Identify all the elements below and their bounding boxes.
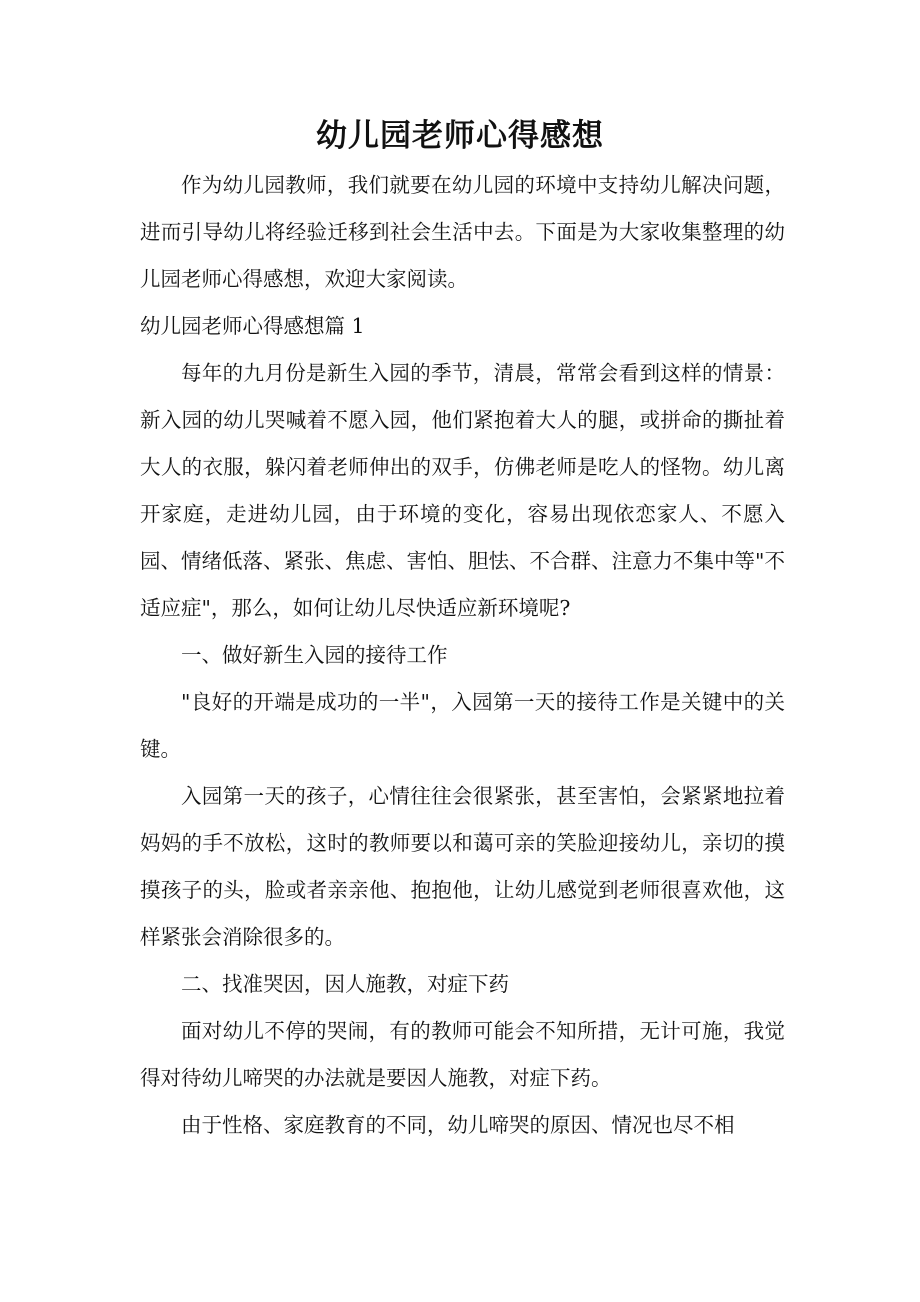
intro-paragraph: 作为幼儿园教师，我们就要在幼儿园的环境中支持幼儿解决问题，进而引导幼儿将经验迁移到社会生活中去。下面是为大家收集整理的幼儿园老师心得感想，欢迎大家阅读。 — [140, 173, 785, 291]
subheading: 一、做好新生入园的接待工作 — [181, 643, 448, 667]
paragraph: 每年的九月份是新生入园的季节，清晨，常常会看到这样的情景：新入园的幼儿哭喊着不愿入园，他们紧抱着大人的腿，或拼命的撕扯着大人的衣服，躲闪着老师伸出的双手，仿佛老师是吃人的怪物。幼儿离开家庭，走进幼儿园，由于环境的变化，容易出现依恋家人、不愿入园、情绪低落、紧张、焦虑、害怕、胆怯、不合群、注意力不集中等"不适应症"，那么，如何让幼儿尽快适应新环境呢? — [140, 361, 785, 620]
section-heading: 幼儿园老师心得感想篇 1 — [140, 314, 365, 338]
paragraph: 由于性格、家庭教育的不同，幼儿啼哭的原因、情况也尽不相 — [181, 1113, 735, 1137]
paragraph: "良好的开端是成功的一半"，入园第一天的接待工作是关键中的关键。 — [140, 690, 785, 761]
paragraph: 入园第一天的孩子，心情往往会很紧张，甚至害怕，会紧紧地拉着妈妈的手不放松，这时的教师要以和蔼可亲的笑脸迎接幼儿，亲切的摸摸孩子的头，脸或者亲亲他、抱抱他，让幼儿感觉到老师很喜欢他，这样紧张会消除很多的。 — [140, 784, 785, 949]
document-body — [140, 162, 785, 1149]
subheading: 二、找准哭因，因人施教，对症下药 — [181, 972, 509, 996]
paragraph: 面对幼儿不停的哭闹，有的教师可能会不知所措，无计可施，我觉得对待幼儿啼哭的办法就是要因人施教，对症下药。 — [140, 1019, 785, 1090]
document-title: 幼儿园老师心得感想 — [316, 118, 604, 154]
